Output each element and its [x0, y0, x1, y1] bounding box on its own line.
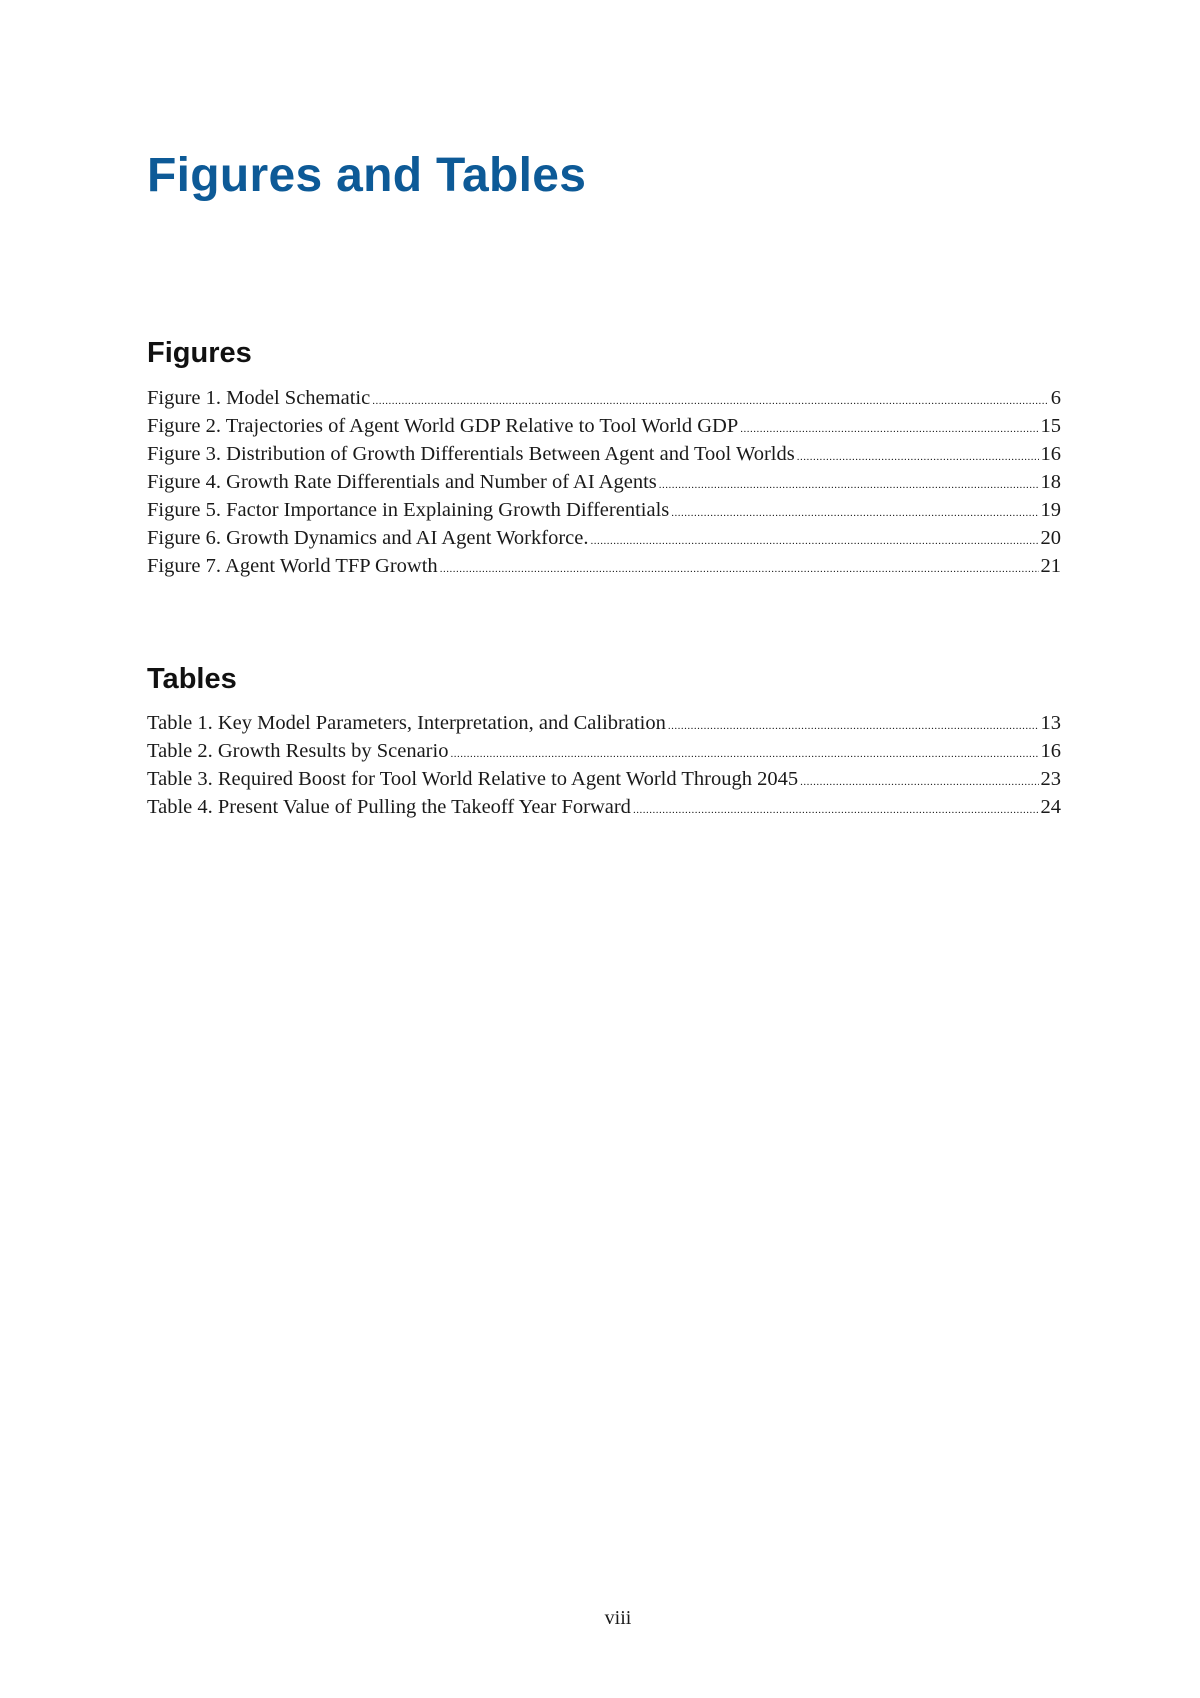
toc-entry-label: Table 1. Key Model Parameters, Interpretation, and Calibration: [147, 712, 666, 734]
toc-entry-page: 24: [1040, 796, 1061, 818]
dot-leader: [372, 387, 1049, 415]
toc-entry-figure-7[interactable]: [147, 552, 1061, 580]
page-title: Figures and Tables: [147, 149, 587, 202]
tables-heading: Tables: [147, 663, 237, 695]
toc-entry-page: 19: [1040, 499, 1061, 521]
toc-entry-label: Figure 6. Growth Dynamics and AI Agent Workforce.: [147, 527, 589, 549]
tables-list: [147, 709, 1061, 821]
dot-leader: [659, 471, 1039, 499]
figures-list: [147, 384, 1061, 580]
toc-entry-page: 20: [1040, 527, 1061, 549]
dot-leader: [668, 712, 1039, 740]
toc-entry-table-4[interactable]: [147, 793, 1061, 821]
toc-entry-label: Figure 2. Trajectories of Agent World GDP Relative to Tool World GDP: [147, 415, 739, 437]
dot-leader: [633, 796, 1039, 824]
page-number: viii: [604, 1607, 632, 1629]
toc-entry-figure-5[interactable]: [147, 496, 1061, 524]
toc-entry-table-1[interactable]: [147, 709, 1061, 737]
toc-entry-label: Figure 1. Model Schematic: [147, 387, 371, 409]
toc-entry-label: Figure 3. Distribution of Growth Differentials Between Agent and Tool Worlds: [147, 443, 795, 465]
dot-leader: [797, 443, 1039, 471]
toc-entry-page: 16: [1040, 740, 1061, 762]
dot-leader: [450, 740, 1038, 768]
toc-entry-label: Table 4. Present Value of Pulling the Takeoff Year Forward: [147, 796, 631, 818]
toc-entry-figure-3[interactable]: [147, 440, 1061, 468]
toc-entry-label: Table 2. Growth Results by Scenario: [147, 740, 449, 762]
toc-entry-table-2[interactable]: [147, 737, 1061, 765]
toc-entry-page: 18: [1040, 471, 1061, 493]
toc-entry-label: Table 3. Required Boost for Tool World Relative to Agent World Through 2045: [147, 768, 799, 790]
toc-entry-label: Figure 4. Growth Rate Differentials and Number of AI Agents: [147, 471, 657, 493]
toc-entry-figure-6[interactable]: [147, 524, 1061, 552]
toc-entry-page: 16: [1040, 443, 1061, 465]
toc-entry-page: 21: [1040, 555, 1061, 577]
dot-leader: [740, 415, 1038, 443]
toc-entry-figure-2[interactable]: [147, 412, 1061, 440]
dot-leader: [671, 499, 1038, 527]
toc-entry-label: Figure 5. Factor Importance in Explaining Growth Differentials: [147, 499, 670, 521]
dot-leader: [440, 555, 1039, 583]
toc-entry-figure-4[interactable]: [147, 468, 1061, 496]
toc-entry-page: 15: [1040, 415, 1061, 437]
toc-entry-page: 13: [1040, 712, 1061, 734]
toc-entry-figure-1[interactable]: [147, 384, 1061, 412]
toc-entry-page: 23: [1040, 768, 1061, 790]
toc-entry-page: 6: [1050, 387, 1061, 409]
dot-leader: [800, 768, 1038, 796]
dot-leader: [590, 527, 1038, 555]
figures-heading: Figures: [147, 337, 252, 369]
toc-entry-label: Figure 7. Agent World TFP Growth: [147, 555, 438, 577]
toc-entry-table-3[interactable]: [147, 765, 1061, 793]
